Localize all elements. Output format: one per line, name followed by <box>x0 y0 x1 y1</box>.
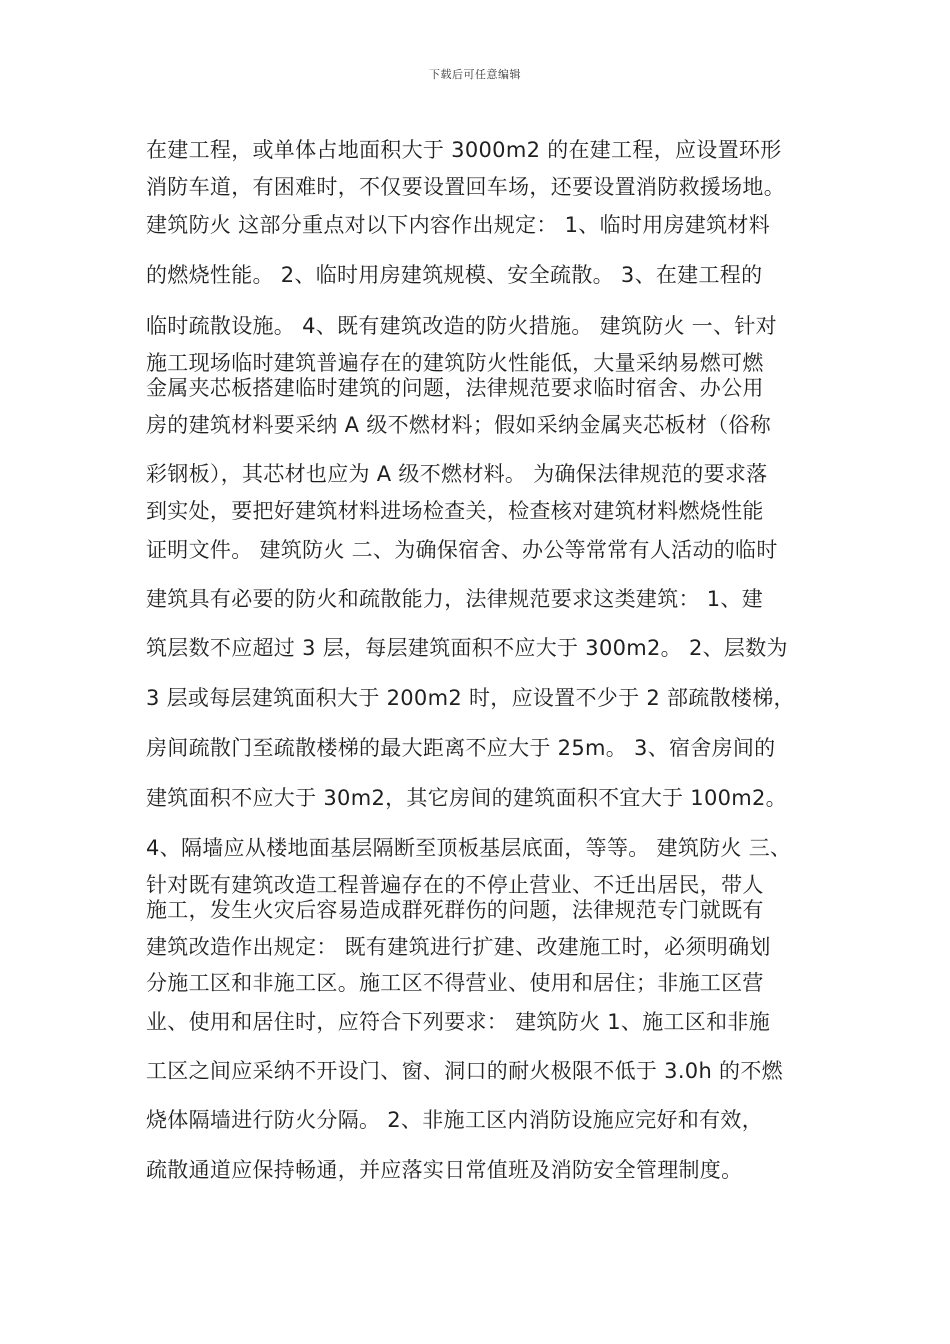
text-line: 建筑改造作出规定： 既有建筑进行扩建、改建施工时，必须明确划 <box>146 935 771 959</box>
text-line: 业、使用和居住时，应符合下列要求： 建筑防火 1、施工区和非施 <box>146 1010 771 1034</box>
text-line: 建筑面积不应大于 30m2，其它房间的建筑面积不宜大于 100m2。 <box>146 786 787 810</box>
text-line: 3 层或每层建筑面积大于 200m2 时，应设置不少于 2 部疏散楼梯， <box>146 686 795 710</box>
text-line: 金属夹芯板搭建临时建筑的问题，法律规范要求临时宿舍、办公用 <box>146 376 764 400</box>
text-line: 针对既有建筑改造工程普遍存在的不停止营业、不迁出居民，带人 <box>146 873 764 897</box>
text-line: 临时疏散设施。 4、既有建筑改造的防火措施。 建筑防火 一、针对 <box>146 314 777 338</box>
text-line: 建筑防火 这部分重点对以下内容作出规定： 1、临时用房建筑材料 <box>146 213 771 237</box>
text-line: 分施工区和非施工区。施工区不得营业、使用和居住；非施工区营 <box>146 971 764 995</box>
text-line: 彩钢板），其芯材也应为 A 级不燃材料。 为确保法律规范的要求落 <box>146 462 768 486</box>
text-line: 到实处，要把好建筑材料进场检查关，检查核对建筑材料燃烧性能 <box>146 499 764 523</box>
text-line: 房的建筑材料要采纳 A 级不燃材料；假如采纳金属夹芯板材（俗称 <box>146 413 772 437</box>
text-line: 房间疏散门至疏散楼梯的最大距离不应大于 25m。 3、宿舍房间的 <box>146 736 776 760</box>
text-line: 烧体隔墙进行防火分隔。 2、非施工区内消防设施应完好和有效， <box>146 1108 764 1132</box>
text-line: 疏散通道应保持畅通，并应落实日常值班及消防安全管理制度。 <box>146 1158 743 1182</box>
text-line: 工区之间应采纳不开设门、窗、洞口的耐火极限不低于 3.0h 的不燃 <box>146 1059 783 1083</box>
page-header: 下载后可任意编辑 <box>429 68 521 81</box>
text-line: 的燃烧性能。 2、临时用房建筑规模、安全疏散。 3、在建工程的 <box>146 263 763 287</box>
text-line: 施工，发生火灾后容易造成群死群伤的问题，法律规范专门就既有 <box>146 898 764 922</box>
text-line: 筑层数不应超过 3 层，每层建筑面积不应大于 300m2。 2、层数为 <box>146 636 788 660</box>
text-line: 消防车道，有困难时，不仅要设置回车场，还要设置消防救援场地。 <box>146 175 785 199</box>
text-line: 证明文件。 建筑防火 二、为确保宿舍、办公等常常有人活动的临时 <box>146 538 778 562</box>
text-line: 施工现场临时建筑普遍存在的建筑防火性能低，大量采纳易燃可燃 <box>146 351 764 375</box>
text-line: 建筑具有必要的防火和疏散能力，法律规范要求这类建筑： 1、建 <box>146 587 764 611</box>
text-line: 在建工程，或单体占地面积大于 3000m2 的在建工程，应设置环形 <box>146 138 782 162</box>
text-line: 4、隔墙应从楼地面基层隔断至顶板基层底面，等等。 建筑防火 三、 <box>146 836 792 860</box>
